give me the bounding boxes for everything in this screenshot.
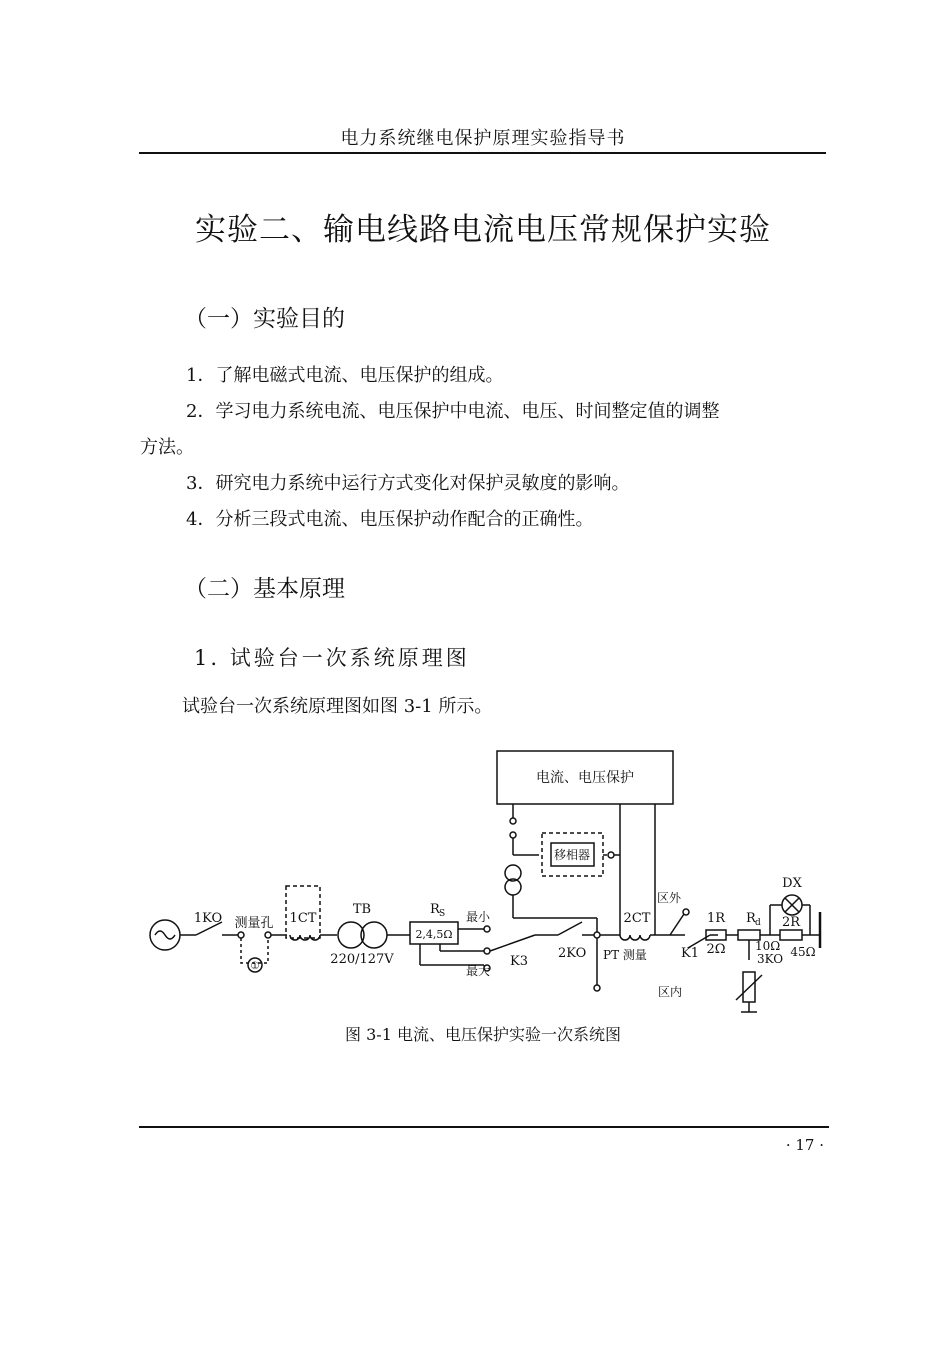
label-max: 最大 [466, 964, 491, 978]
label-meter: ① [250, 961, 260, 972]
label-rs: R [430, 902, 440, 917]
label-1ct: 1CT [289, 911, 317, 926]
label-dx: DX [782, 876, 802, 891]
label-tb-voltage: 220/127V [330, 952, 394, 967]
section2-subheading: 1. 试验台一次系统原理图 [194, 646, 470, 670]
label-zone-out: 区外 [657, 891, 682, 905]
section2-heading: （二）基本原理 [184, 576, 345, 602]
header-title: 电力系统继电保护原理实验指导书 [340, 128, 626, 149]
label-k1: K1 [681, 946, 699, 961]
footer-rule [139, 1126, 829, 1128]
label-2r-value: 45Ω [790, 945, 816, 959]
objective-1: 1．了解电磁式电流、电压保护的组成。 [186, 365, 504, 386]
section2-text: 试验台一次系统原理图如图 3-1 所示。 [182, 696, 493, 717]
section1-heading: （一）实验目的 [184, 306, 345, 332]
label-1r-value: 2Ω [706, 942, 726, 957]
label-rd-value: 10Ω [755, 939, 781, 953]
protection-box-label: 电流、电压保护 [536, 770, 634, 786]
label-2ct: 2CT [623, 911, 651, 926]
main-title: 实验二、输电线路电流电压常规保护实验 [195, 212, 771, 248]
label-2r: 2R [781, 915, 801, 930]
label-k3: K3 [510, 954, 528, 969]
phase-shifter-label: 移相器 [553, 848, 591, 862]
label-2ko: 2KO [558, 946, 587, 961]
objective-2-cont: 方法。 [140, 437, 194, 458]
objective-2: 2．学习电力系统电流、电压保护中电流、电压、时间整定值的调整 [186, 401, 720, 422]
objective-3: 3．研究电力系统中运行方式变化对保护灵敏度的影响。 [186, 473, 630, 494]
label-rs-sub: S [439, 909, 446, 919]
label-test-hole: 测量孔 [234, 916, 274, 931]
label-rd: R [746, 911, 756, 926]
label-min: 最小 [466, 910, 491, 924]
label-1ko: 1KO [193, 911, 223, 926]
label-rd-sub: d [755, 918, 761, 928]
label-3ko: 3KO [757, 952, 784, 966]
label-zone-in: 区内 [658, 985, 683, 999]
label-rs-values: 2,4,5Ω [415, 928, 453, 941]
label-pt-measure: PT 测量 [603, 948, 647, 962]
page-number: · 17 · [785, 1136, 824, 1154]
label-tb: TB [352, 902, 372, 917]
label-1r: 1R [706, 911, 726, 926]
objective-4: 4．分析三段式电流、电压保护动作配合的正确性。 [186, 509, 594, 530]
figure-caption: 图 3-1 电流、电压保护实验一次系统图 [345, 1025, 621, 1044]
r2-resistor [780, 930, 802, 940]
